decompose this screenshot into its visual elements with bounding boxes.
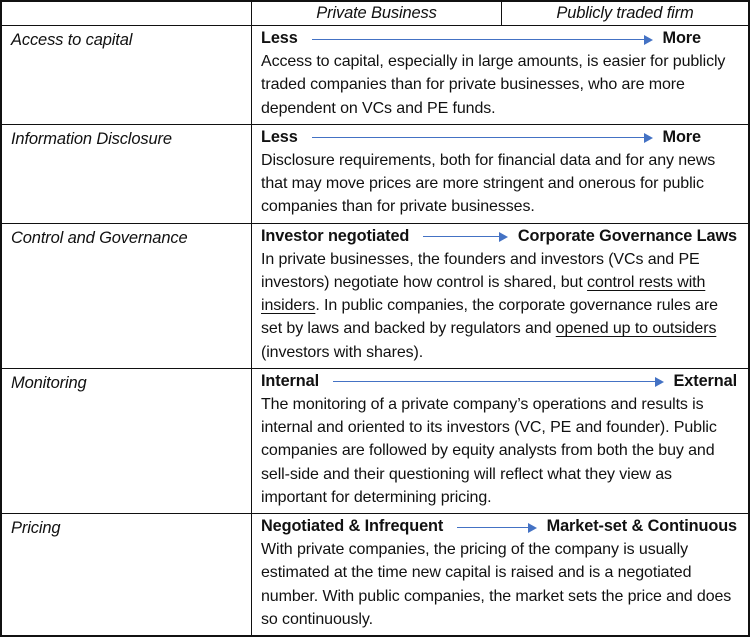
- row-description: With private companies, the pricing of the company is usually estimated at the time new capital is raised and is a negotiated number. With public companies, the market sets the price and does so continuously.: [261, 541, 732, 628]
- scale-left-label: Investor negotiated: [261, 226, 410, 245]
- table-row-control-and-governance: [2, 223, 748, 368]
- table-row-pricing: [2, 513, 748, 635]
- arrow-right-icon: [423, 232, 508, 242]
- scale-right-label: Market-set & Continuous: [546, 517, 737, 536]
- row-description: Disclosure requirements, both for financial data and for any news that may move prices are more stringent and onerous for public companies than for private businesses.: [261, 152, 716, 216]
- scale-right-label: More: [662, 127, 701, 146]
- header-private-business: Private Business: [251, 2, 501, 25]
- row-label: Monitoring: [11, 373, 87, 392]
- scale-line: [261, 126, 737, 149]
- table-row-monitoring: [2, 368, 748, 513]
- scale-left-label: Less: [261, 29, 298, 47]
- row-description: In private businesses, the founders and investors (VCs and PE investors) negotiate how control is shared, but control rests with insiders. In public companies, the corporate governance rules are set by laws and backed by regulators and opened up to outsiders (investors with shares).: [261, 250, 718, 361]
- scale-left-label: Negotiated & Infrequent: [261, 517, 444, 536]
- scale-right-label: Corporate Governance Laws: [517, 226, 737, 245]
- row-content: [251, 26, 748, 124]
- header-corner-cell: [2, 2, 251, 25]
- scale-left-label: Less: [261, 127, 298, 146]
- row-content: [251, 125, 748, 223]
- row-description: Access to capital, especially in large amounts, is easier for publicly traded companies than for private businesses, who are more dependent on VCs and PE funds.: [261, 53, 726, 117]
- table-row-information-disclosure: [2, 124, 748, 223]
- scale-line: [261, 370, 737, 393]
- arrow-right-icon: [312, 133, 653, 143]
- row-content: [251, 514, 748, 635]
- arrow-right-icon: [333, 377, 664, 387]
- header-publicly-traded-firm: Publicly traded firm: [501, 2, 748, 25]
- arrow-right-icon: [457, 523, 536, 533]
- row-label: Pricing: [11, 519, 61, 538]
- row-description: The monitoring of a private company’s operations and results is internal and oriented to its investors (VC, PE and founder). Public companies are followed by equity analysts from both the buy and sell-side and their questioning will reflect what they view as important for determining pricing.: [261, 396, 717, 506]
- table-row-access-to-capital: [2, 25, 748, 124]
- scale-left-label: Internal: [261, 371, 320, 390]
- arrow-right-icon: [312, 35, 653, 45]
- row-label: Control and Governance: [11, 228, 188, 247]
- row-label: Access to capital: [11, 31, 133, 49]
- scale-right-label: More: [662, 29, 701, 47]
- scale-line: [261, 515, 737, 538]
- scale-right-label: External: [673, 371, 737, 390]
- row-label: Information Disclosure: [11, 129, 172, 148]
- scale-line: [261, 27, 737, 50]
- scale-line: [261, 225, 737, 248]
- row-content: [251, 369, 748, 513]
- table-header-row: [2, 2, 748, 25]
- row-content: [251, 224, 748, 368]
